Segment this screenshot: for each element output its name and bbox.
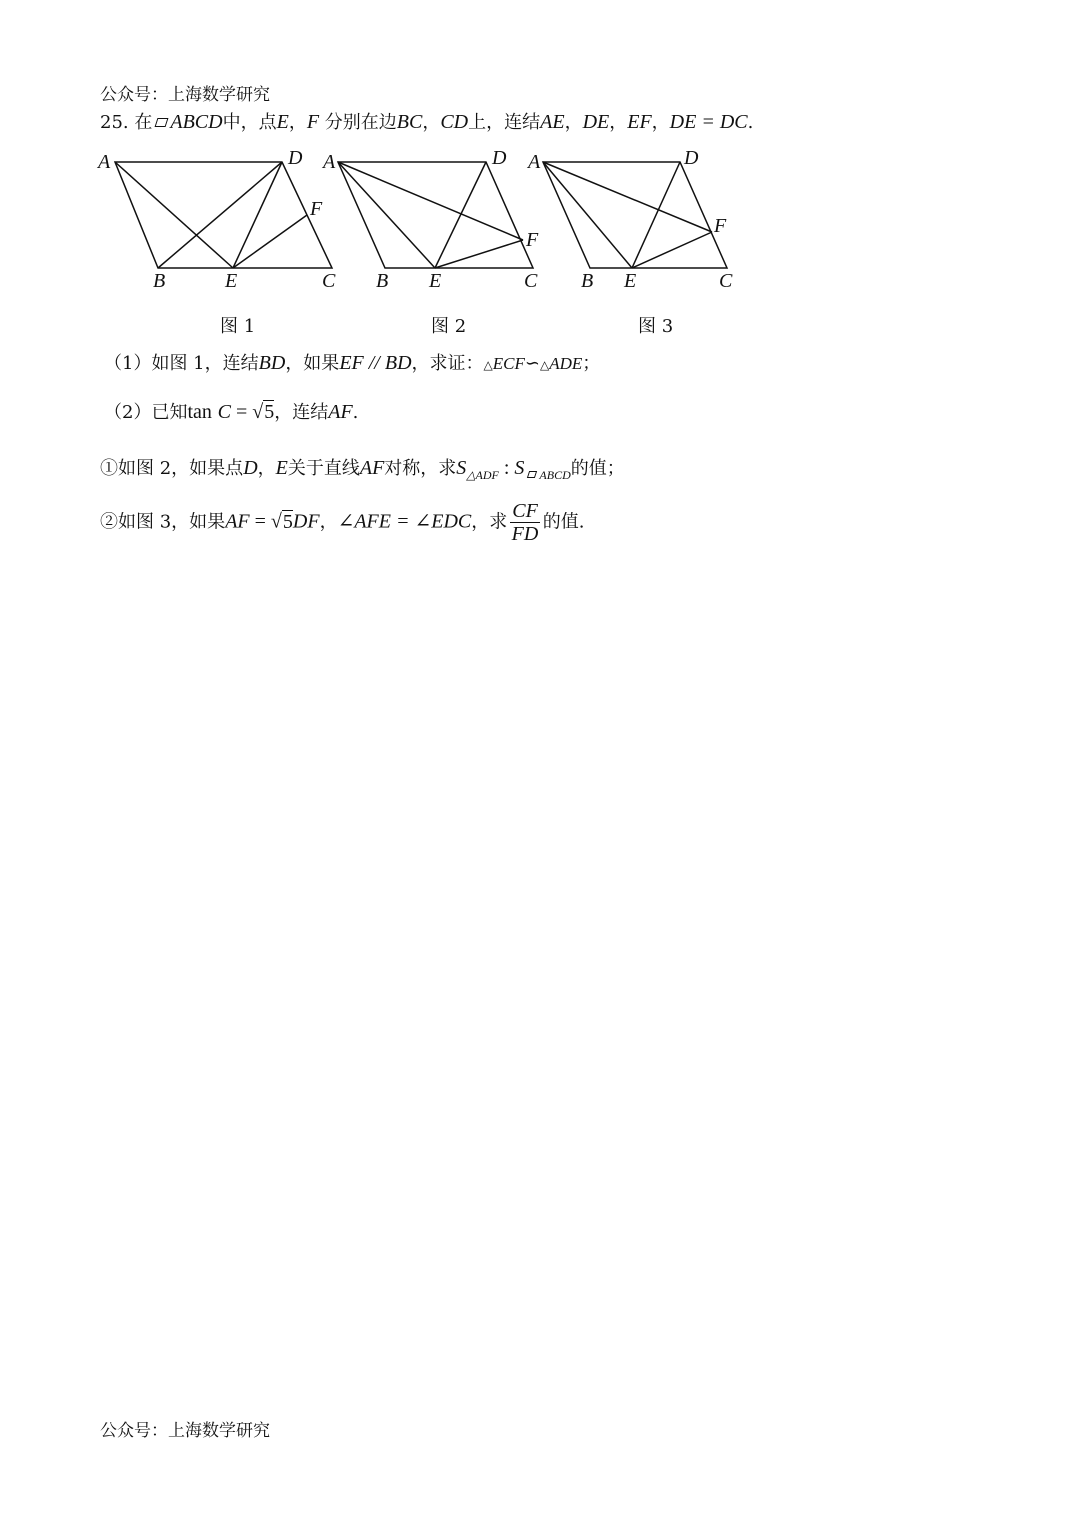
figure-2-caption: 图 2 bbox=[431, 316, 467, 337]
triangle-symbol-icon: △ bbox=[539, 358, 550, 372]
problem-statement: 25. 在 ABCD中，点E，F 分别在边BC，CD上，连结AE，DE，EF，DE = DC. bbox=[100, 111, 754, 133]
fig1-label-F: F bbox=[310, 198, 323, 220]
figure-3-lines bbox=[543, 162, 727, 268]
fig3-label-D: D bbox=[684, 147, 699, 169]
fig1-label-C: C bbox=[322, 270, 336, 292]
figure-1-lines bbox=[115, 162, 332, 268]
parallelogram-subscript-icon bbox=[527, 471, 537, 478]
fig1-label-A: A bbox=[98, 151, 111, 173]
fig1-label-D: D bbox=[288, 147, 303, 169]
fig3-label-F: F bbox=[714, 215, 727, 237]
part-1: （1）如图 1，连结BD，如果EF // BD，求证：△ECF∽△ADE； bbox=[104, 352, 601, 374]
fig2-label-C: C bbox=[524, 270, 538, 292]
fig3-label-E: E bbox=[624, 270, 637, 292]
figure-2-lines bbox=[338, 162, 533, 268]
geometry-figures bbox=[95, 140, 755, 340]
triangle-symbol-icon: △ bbox=[483, 358, 493, 372]
problem-number: 25. bbox=[100, 112, 129, 133]
fig2-label-D: D bbox=[492, 147, 507, 169]
fig3-label-C: C bbox=[719, 270, 733, 292]
question-2: ②如图 3，如果AF = √5DF，∠AFE = ∠EDC，求 $\frac{CF}{FD}$ 的值. bbox=[100, 500, 585, 545]
fig1-label-B: B bbox=[153, 270, 166, 292]
triangle-subscript-icon: △ bbox=[466, 468, 476, 482]
fig2-label-B: B bbox=[376, 270, 389, 292]
figure-1-caption: 图 1 bbox=[220, 316, 256, 337]
fig2-label-A: A bbox=[323, 151, 336, 173]
fig2-label-F: F bbox=[526, 229, 539, 251]
footer-text: 公众号：上海数学研究 bbox=[100, 1421, 270, 1441]
sqrt-expression: √5 bbox=[270, 510, 293, 533]
fig1-label-E: E bbox=[225, 270, 238, 292]
fig3-label-A: A bbox=[528, 151, 541, 173]
part-2: （2）已知tan C = √5，连结AF. bbox=[104, 401, 359, 423]
fig2-label-E: E bbox=[429, 270, 442, 292]
header-text: 公众号：上海数学研究 bbox=[100, 85, 270, 105]
figure-3-caption: 图 3 bbox=[638, 316, 674, 337]
sqrt-expression: √5 bbox=[252, 401, 275, 423]
question-1: ①如图 2，如果点D，E关于直线AF对称，求$S_{\triangle ADF}$ : S $_{ABCD}$的值； bbox=[100, 457, 625, 482]
fig3-label-B: B bbox=[581, 270, 594, 292]
parallelogram-symbol-icon bbox=[155, 118, 169, 127]
fraction-cf-over-fd: $\frac{CF}{FD}$ bbox=[511, 500, 539, 545]
